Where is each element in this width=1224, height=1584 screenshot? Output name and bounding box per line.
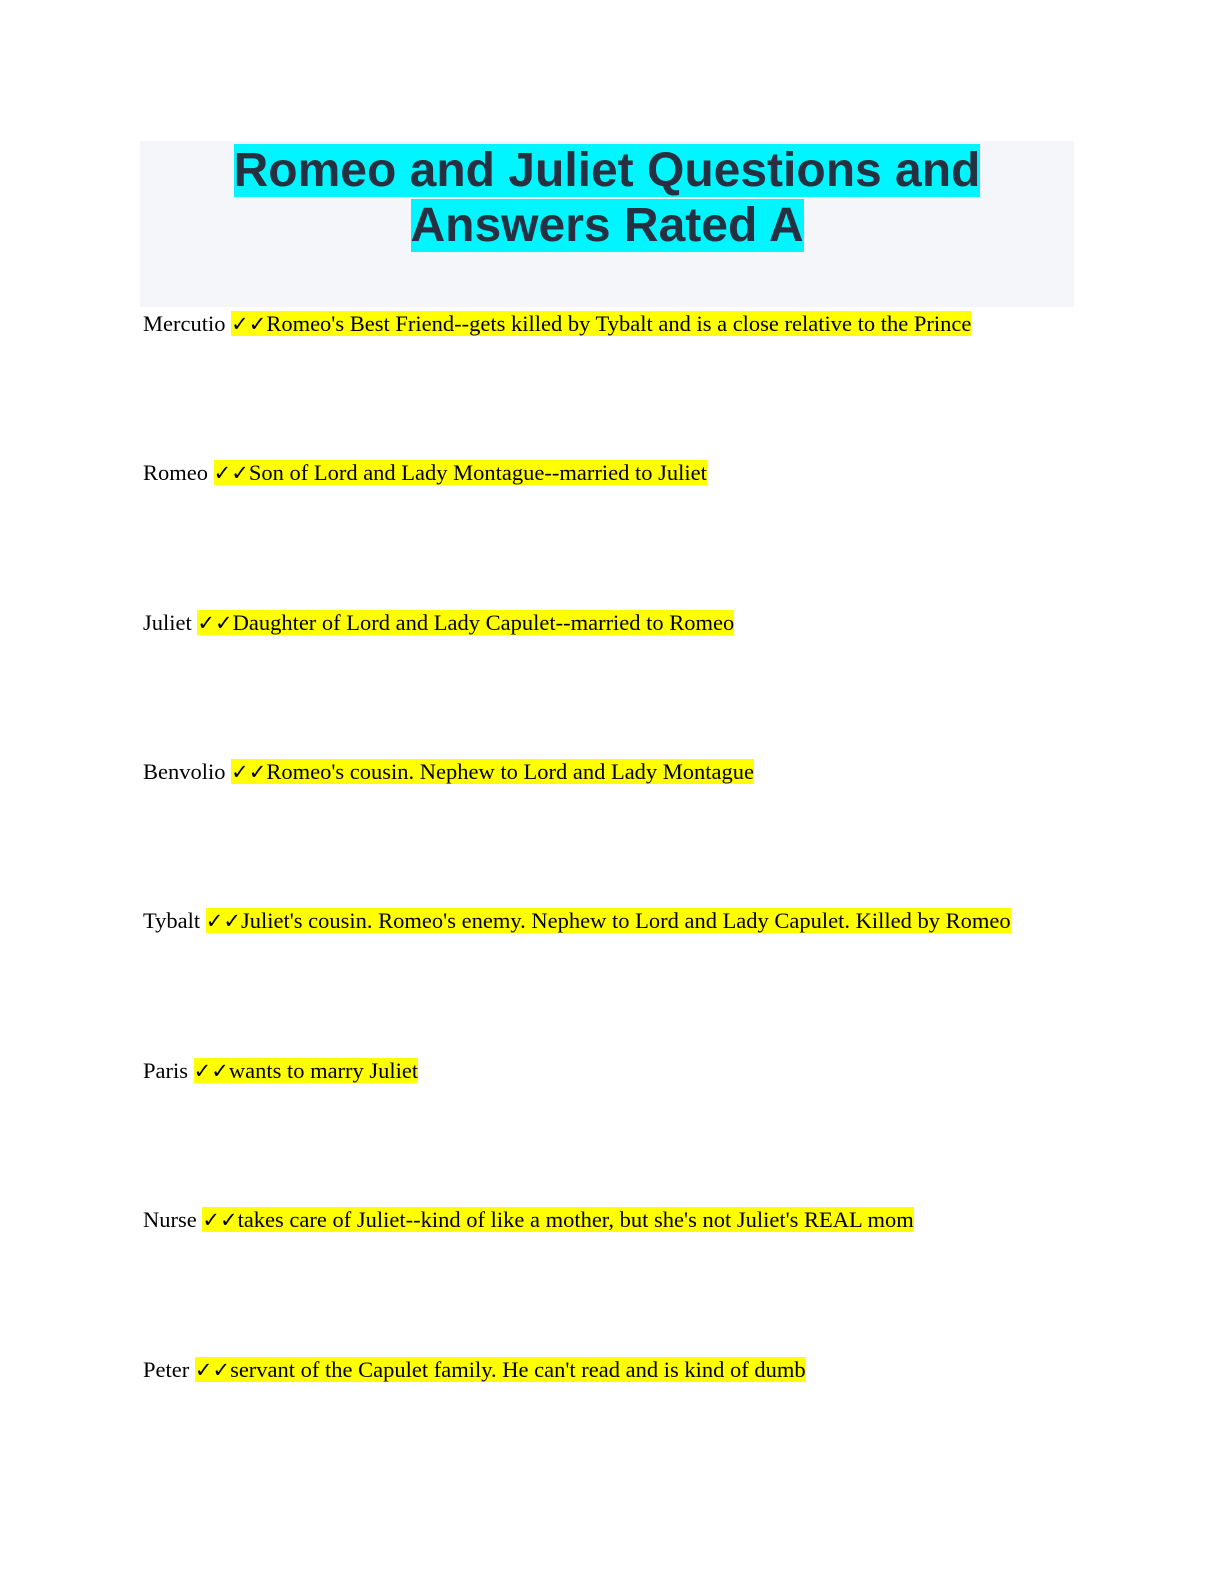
entry-benvolio xyxy=(143,756,754,788)
entry-answer xyxy=(202,1207,913,1232)
title-block xyxy=(140,141,1074,307)
entry-definition: Son of Lord and Lady Montague--married to Juliet xyxy=(248,460,707,485)
entry-term: Benvolio xyxy=(143,759,226,784)
double-check-icon: ✓✓ xyxy=(205,909,241,933)
entry-answer xyxy=(206,908,1011,933)
double-check-icon: ✓✓ xyxy=(202,1208,238,1232)
entry-answer xyxy=(195,1357,806,1382)
entry-term: Romeo xyxy=(143,460,208,485)
entry-nurse xyxy=(143,1204,914,1236)
entry-definition: wants to marry Juliet xyxy=(228,1058,419,1083)
double-check-icon: ✓✓ xyxy=(194,1358,231,1382)
entry-term: Peter xyxy=(143,1357,190,1382)
title-line-1: Romeo and Juliet Questions and xyxy=(233,144,981,197)
entry-definition: Daughter of Lord and Lady Capulet--married to Romeo xyxy=(232,610,735,635)
entry-definition: takes care of Juliet--kind of like a mother, but she's not Juliet's REAL mom xyxy=(237,1207,914,1232)
entry-mercutio xyxy=(143,308,971,340)
entry-term: Juliet xyxy=(143,610,192,635)
entry-term: Nurse xyxy=(143,1207,197,1232)
entry-term: Tybalt xyxy=(143,908,201,933)
entry-term: Mercutio xyxy=(143,311,226,336)
entry-answer xyxy=(231,759,754,784)
page-title xyxy=(140,141,1074,253)
entry-answer xyxy=(231,311,971,336)
entry-juliet xyxy=(143,607,734,639)
entry-term: Paris xyxy=(143,1058,188,1083)
entry-tybalt xyxy=(143,905,1011,937)
entry-definition: servant of the Capulet family. He can't read and is kind of dumb xyxy=(230,1357,806,1382)
entry-answer xyxy=(214,460,707,485)
double-check-icon: ✓✓ xyxy=(231,312,267,336)
entry-answer xyxy=(197,610,734,635)
title-line-2: Answers Rated A xyxy=(410,199,804,252)
entry-definition: Juliet's cousin. Romeo's enemy. Nephew to Lord and Lady Capulet. Killed by Romeo xyxy=(241,908,1011,933)
entry-definition: Romeo's cousin. Nephew to Lord and Lady Montague xyxy=(266,759,755,784)
double-check-icon: ✓✓ xyxy=(197,611,233,635)
double-check-icon: ✓✓ xyxy=(231,760,267,784)
entry-answer xyxy=(194,1058,419,1083)
entry-romeo xyxy=(143,457,707,489)
double-check-icon: ✓✓ xyxy=(193,1059,229,1083)
entry-paris xyxy=(143,1055,418,1087)
entry-peter xyxy=(143,1354,806,1386)
double-check-icon: ✓✓ xyxy=(213,461,249,485)
entry-definition: Romeo's Best Friend--gets killed by Tybalt and is a close relative to the Prince xyxy=(266,311,972,336)
